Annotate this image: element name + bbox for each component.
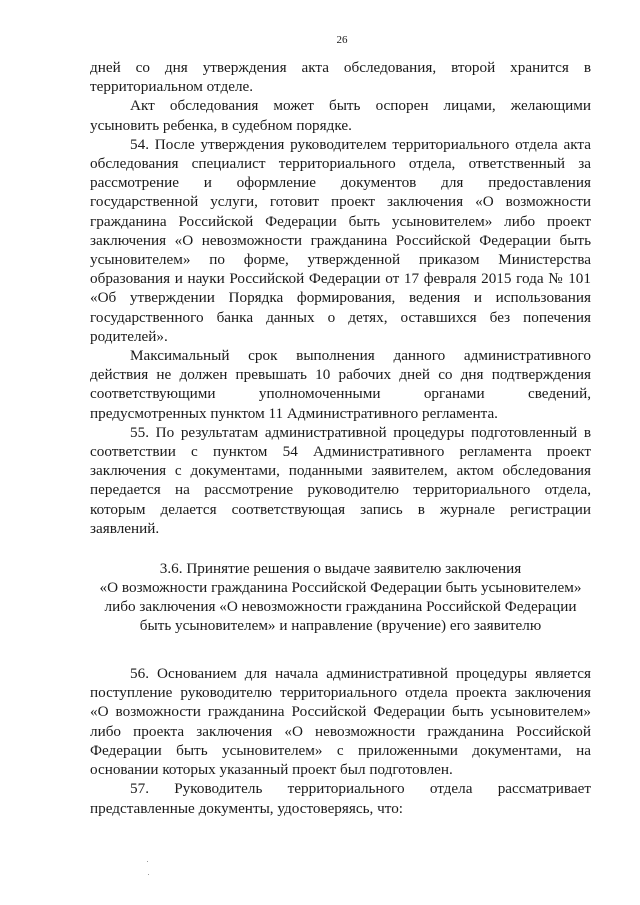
section-heading-line: 3.6. Принятие решения о выдаче заявителю заключения — [159, 560, 522, 578]
paragraph-54: 54. После утверждения руководителем территориального отдела акта обследования специалист территориального отдела, ответственный за рассмотрение и оформление документов для предоставления государственной услуги, готовит проект заключения «О возможности гражданина Российской Федерации быть усыновителем» либо проект заключения «О невозможности гражданина Российской Федерации быть усыновителем» по форме, утвержденной приказом Министерства образования и науки Российской Федерации от 17 февраля 2015 года № 101 «Об утверждении Порядка формирования, ведения и использования государственного банка данных о детях, оставшихся без попечения родителей». — [90, 135, 591, 345]
section-heading-line: «О возможности гражданина Российской Федерации быть усыновителем» — [99, 579, 582, 597]
scan-speck — [147, 861, 148, 862]
paragraph-57-word: территориального — [287, 780, 405, 798]
section-heading-line: либо заключения «О невозможности гражданина Российской Федерации — [104, 598, 577, 616]
document-body — [90, 58, 591, 818]
paragraph-max-term: Максимальный срок выполнения данного административного действия не должен превышать 10 рабочих дней со дня подтверждения соответствующими уполномоченными органами сведений, предусмотренных пунктом 11 Административного регламента. — [90, 347, 591, 422]
section-heading-line: быть усыновителем» и направление (вручение) его заявителю — [139, 617, 542, 635]
page-number: 26 — [336, 34, 348, 46]
paragraph-57-first-line — [90, 779, 591, 798]
paragraph-55: 55. По результатам административной процедуры подготовленный в соответствии с пунктом 54 Административного регламента проект заключения с документами, поданными заявителем, актом обследования передается на рассмотрение руководителю территориального отдела, которым делается соответствующая запись в журнале регистрации заявлений. — [90, 423, 591, 537]
paragraph-57-word: рассматривает — [497, 780, 591, 798]
paragraph-57-continuation: представленные документы, удостоверяясь, что: — [90, 799, 404, 817]
section-heading-3-6 — [90, 559, 591, 635]
paragraph-57-word: 57. — [130, 780, 149, 798]
paragraph-56: 56. Основанием для начала административной процедуры является поступление руководителю территориального отдела проекта заключения «О возможности гражданина Российской Федерации быть усыновителем» либо проекта заключения «О невозможности гражданина Российской Федерации быть усыновителем» с приложенными документами, на основании которых указанный проект был подготовлен. — [90, 665, 591, 779]
paragraph-continuation: дней со дня утверждения акта обследования, второй хранится в территориальном отделе. — [90, 59, 591, 96]
paragraph-appeal: Акт обследования может быть оспорен лицами, желающими усыновить ребенка, в судебном порядке. — [90, 97, 591, 134]
paragraph-57-word: отдела — [429, 780, 473, 798]
paragraph-57-word: Руководитель — [174, 780, 263, 798]
scan-speck — [148, 874, 149, 875]
